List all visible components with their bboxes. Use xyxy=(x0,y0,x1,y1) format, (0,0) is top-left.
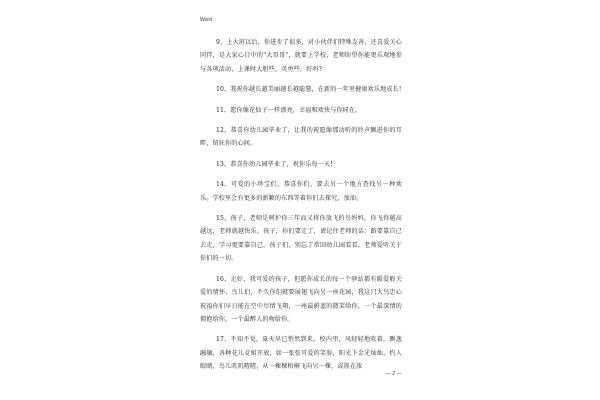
page-number: — 2 — xyxy=(386,371,402,377)
document-body xyxy=(200,36,402,381)
paragraph-12: 12、恭喜你幼儿园毕业了，让我的祝愿像那动听的铃声飘进你的耳畔，留驻你的心间。 xyxy=(200,127,402,148)
paragraph-16: 16、走好，我可爱的孩子，但愿你成长的每一个驿站都有暖爱般关爱的情怀，鸟儿们，不久你们就要展翅飞向另一座花园，我这只大鸟忠心祝福你们早日能在空中尽情飞翔，一座最蔚蓝的微笑给你，一个最深情的拥抱给你，一个最醉人的吻给你。 xyxy=(200,275,402,323)
document-header-label: Word xyxy=(200,17,212,23)
paragraph-14: 14、可爱的小珍宝们，恭喜你们，要去另一个地方查找另一种欢乐。学校里会有更多的新颖的东西等着你们去探究，加油。 xyxy=(200,181,402,202)
paragraph-11: 11、愿你像花仙子一样漂亮，幸福和欢快与你同在。 xyxy=(216,106,362,114)
paragraph-13: 13、恭喜你幼儿园毕业了，祝你乐每一天! xyxy=(216,160,333,168)
paragraph-10: 10、我祝你越长越美丽越长越聪慧，在新的一年里健康欢乐地成长! xyxy=(216,86,402,94)
paragraph-17: 17、不知不觉，夏天早已悄然到来，校内里，风轻轻地吹着，飘逸融融，各种花儿竞相开放，如一张张可爱的笑脸，阳光下金光灿灿，灼人眼睛，鸟儿叽叽喳喳，从一棵棵梧桐飞向另一棵，或簇在浓 xyxy=(200,336,402,371)
paragraph-15: 15、孩子，老师是呵护你三年而又将你放飞的鸟妈妈，你飞得越高越远，老师就越快乐。孩子，你们要走了，请记住老师的话：路要靠自己去走，学习更要靠自己。孩子们，别忘了常回幼儿园看看，老师爱听关于你们的一切。 xyxy=(200,215,402,263)
paragraph-9: 9、上大班以后，你进步了很多，对小伙伴们特殊友善，还喜爱关心同伴，是大家心目中的"大哥哥"，就要上学校，老师盼望你能更乐观地参与各项活动，上课时大胆些，英勇些，好吗? xyxy=(200,39,402,73)
